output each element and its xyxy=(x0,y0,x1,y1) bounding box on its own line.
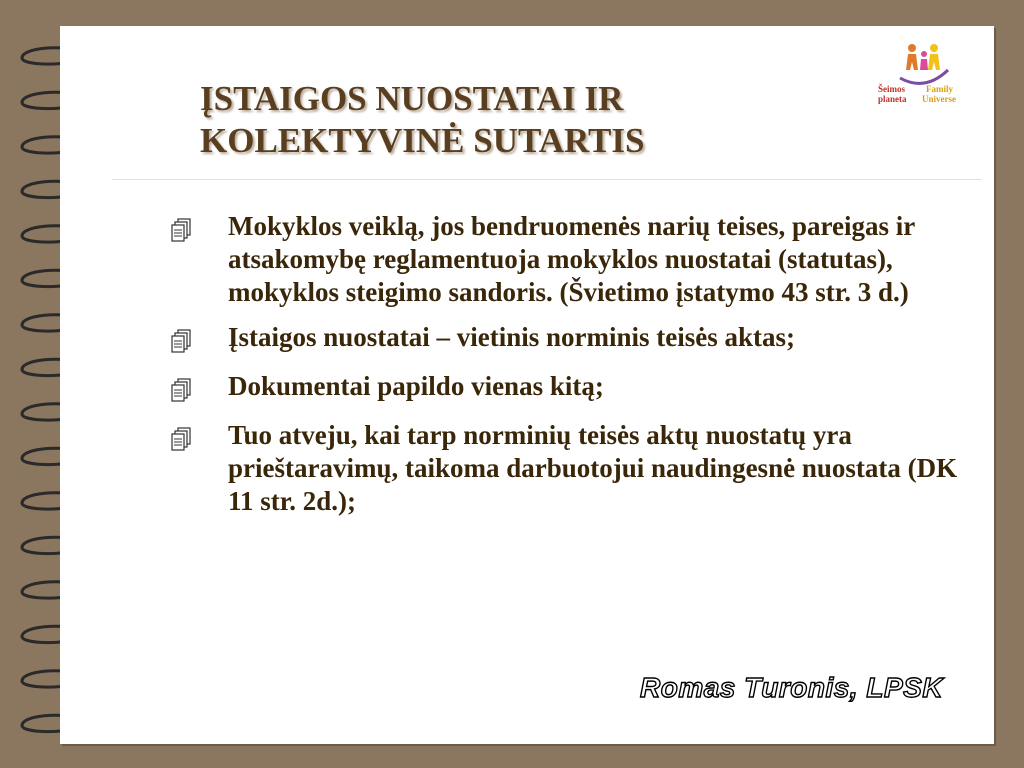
document-stack-icon xyxy=(170,370,228,407)
slide-title xyxy=(200,78,840,162)
bullet-item xyxy=(170,210,970,309)
bullet-text: Įstaigos nuostatai – vietinis norminis teisės aktas; xyxy=(228,322,796,352)
bullet-text: Tuo atveju, kai tarp norminių teisės aktų nuostatų yra prieštaravimų, taikoma darbuotojui naudingesnė nuostata (DK 11 str. 2d.); xyxy=(228,420,958,516)
document-stack-icon xyxy=(170,419,228,456)
author-footer: Romas Turonis, LPSK xyxy=(640,672,944,703)
bullet-list xyxy=(170,210,970,530)
family-logo xyxy=(870,40,980,110)
title-line-2: KOLEKTYVINĖ SUTARTIS xyxy=(200,121,645,160)
logo-text-family: Family xyxy=(926,84,953,94)
bullet-item xyxy=(170,370,970,407)
bullet-item xyxy=(170,321,970,358)
logo-text-seimos: Šeimos xyxy=(878,84,905,94)
logo-text-planeta: planeta xyxy=(878,94,907,104)
document-stack-icon xyxy=(170,321,228,358)
title-line-1: ĮSTAIGOS NUOSTATAI IR xyxy=(200,79,624,118)
logo-text-universe: Universe xyxy=(922,94,956,104)
bullet-text: Dokumentai papildo vienas kitą; xyxy=(228,371,604,401)
document-stack-icon xyxy=(170,210,228,247)
bullet-item xyxy=(170,419,970,518)
title-divider xyxy=(112,179,982,180)
bullet-text: Mokyklos veiklą, jos bendruomenės narių teises, pareigas ir atsakomybę reglamentuoja mokyklos nuostatai (statutas), mokyklos steigimo sandoris. (Švietimo įstatymo 43 str. 3 d.) xyxy=(228,211,915,307)
